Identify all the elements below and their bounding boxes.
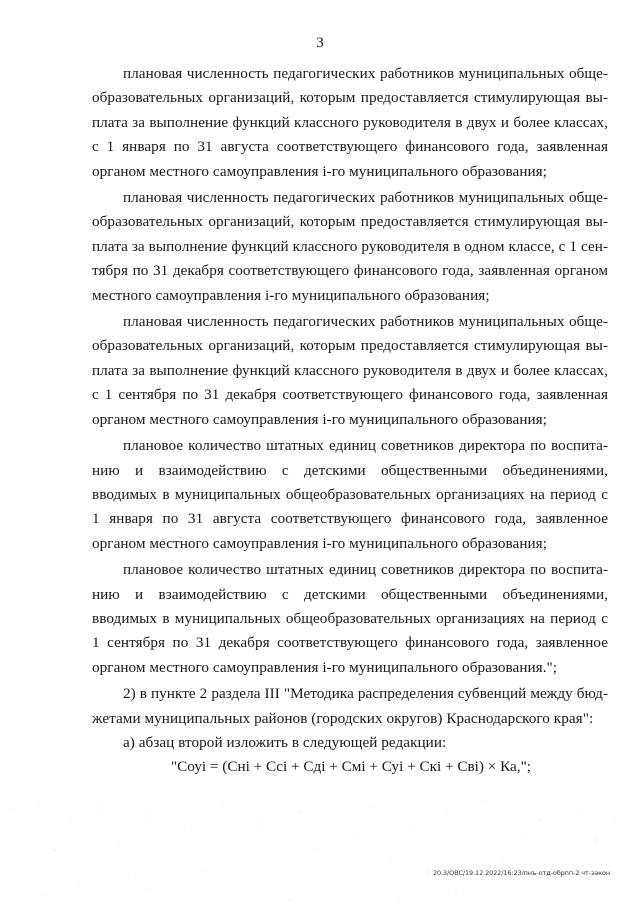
formula: "Соуi = (Снi + Ссi + Сдi + Смi + Суi + Скi + Свi) × Ка,"; [170, 758, 532, 776]
document-footer: 20.3/ОВС/19.12.2022/16:23/пнъ-отд-обрпп-2 чт-закон [432, 869, 610, 877]
paragraph-6: 2) в пункте 2 раздела III "Методика распределения субвенций между бюджетами муниципальных районов (городских округов) Краснодарского края": [92, 685, 608, 727]
paragraph-4: плановое количество штатных единиц советников директора по воспитанию и взаимодействию с детскими общественными объединениями, вводимых в муниципальных общеобразовательных организациях на период с 1 января по 31 августа соответствующего финансового года, заявленное органом местного самоуправления i-го муниципального образования; [92, 437, 608, 552]
document-body [92, 62, 608, 780]
scan-noise [0, 790, 640, 905]
paragraph-1: плановая численность педагогических работников муниципальных общеобразовательных организаций, которым предоставляется стимулирующая выплата за выполнение функций классного руководителя в двух и более классах, с 1 января по 31 августа соответствующего финансового года, заявленная органом местного самоуправления i-го муниципального образования; [92, 65, 608, 180]
paragraph-5: плановое количество штатных единиц советников директора по воспитанию и взаимодействию с детскими общественными объединениями, вводимых в муниципальных общеобразовательных организациях на период с 1 сентября по 31 декабря соответствующего финансового года, заявленное органом местного самоуправления i-го муниципального образования."; [92, 561, 608, 676]
paragraph-7: а) абзац второй изложить в следующей редакции: [123, 733, 447, 751]
paragraph-2: плановая численность педагогических работников муниципальных общеобразовательных организаций, которым предоставляется стимулирующая выплата за выполнение функций классного руководителя в одном классе, с 1 сентября по 31 декабря соответствующего финансового года, заявленная органом местного самоуправления i-го муниципального образования; [92, 189, 608, 304]
page-number: 3 [316, 35, 324, 51]
paragraph-3: плановая численность педагогических работников муниципальных общеобразовательных организаций, которым предоставляется стимулирующая выплата за выполнение функций классного руководителя в двух и более классах, с 1 сентября по 31 декабря соответствующего финансового года, заявленная органом местного самоуправления i-го муниципального образования; [92, 313, 608, 428]
